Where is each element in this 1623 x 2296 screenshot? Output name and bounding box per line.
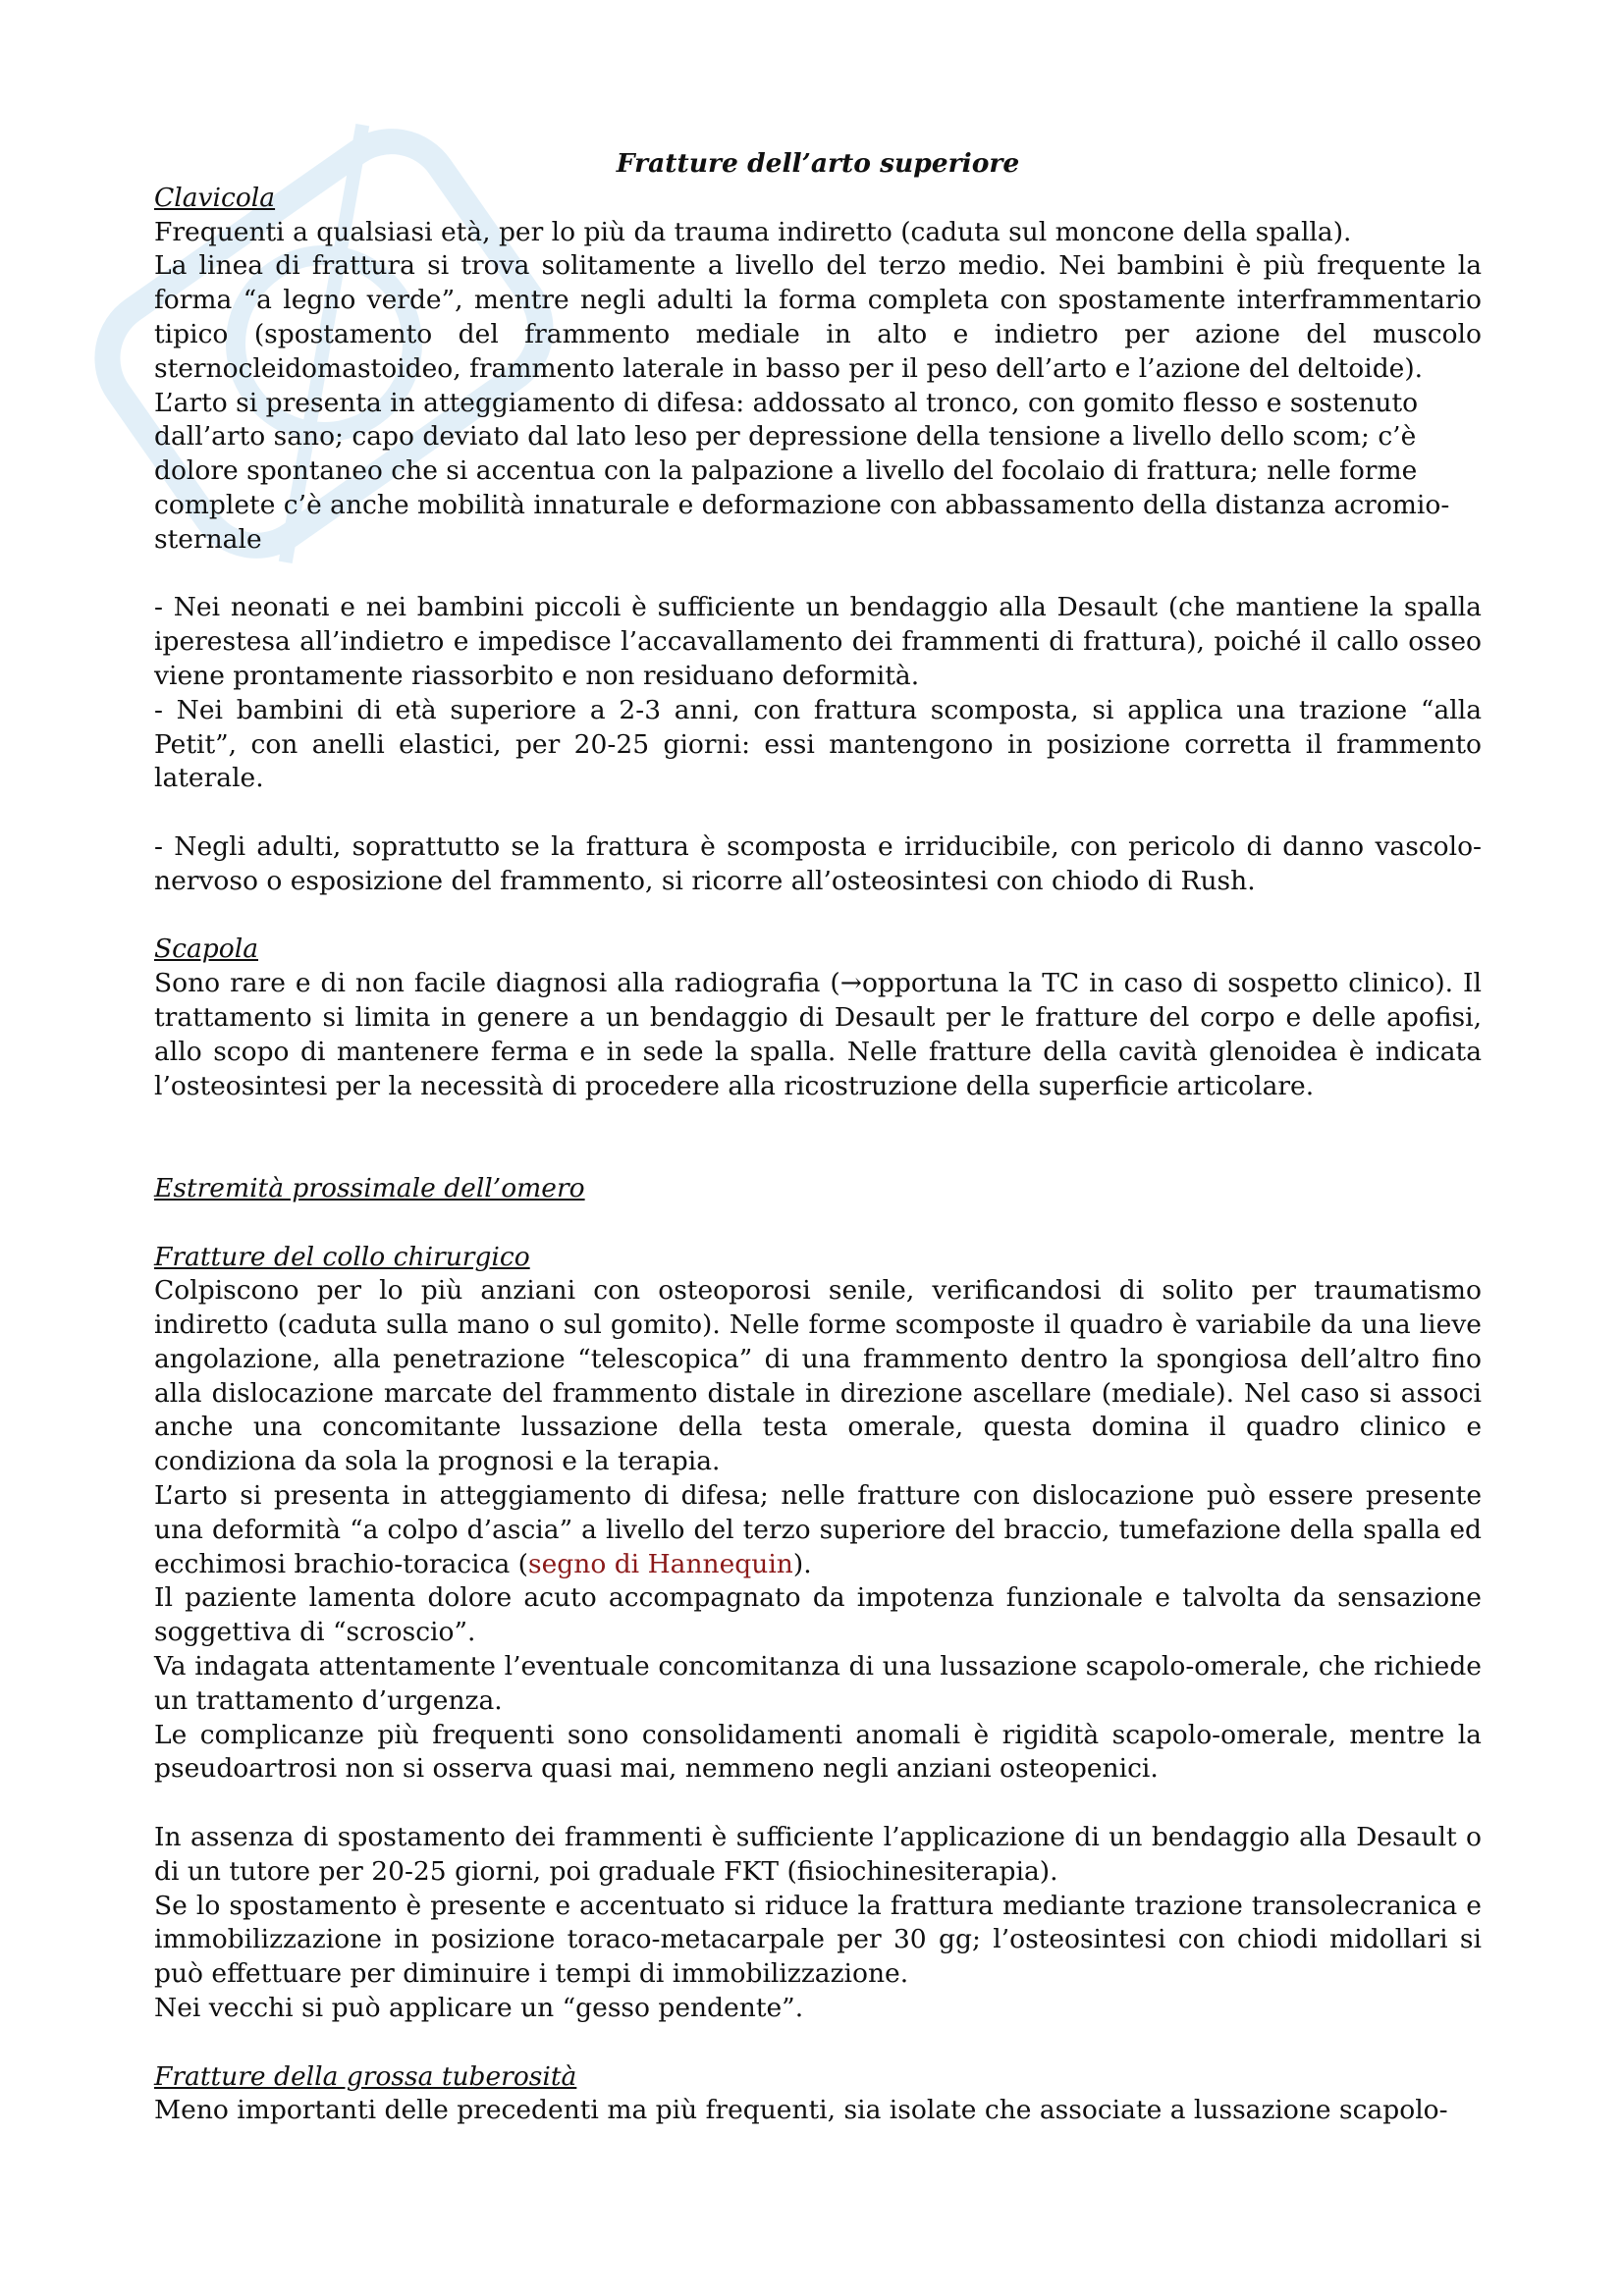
paragraph: Il paziente lamenta dolore acuto accompagnato da impotenza funzionale e talvolta da sensazione soggettiva di “scroscio”. <box>154 1582 1482 1648</box>
section-heading-omero: Estremità prossimale dell’omero <box>154 1172 585 1203</box>
subsection-heading-collo-chirurgico: Fratture del collo chirurgico <box>154 1241 530 1272</box>
subsection-heading-grossa-tuberosita: Fratture della grossa tuberosità <box>154 2060 577 2092</box>
paragraph <box>154 1479 1482 1581</box>
paragraph-text: L’arto si presenta in atteggiamento di difesa; nelle fratture con dislocazione può essere presente una deformità “a colpo d’ascia” a livello del terzo superiore del braccio, tumefazione della spalla ed ecchimosi brachio-toracica ( <box>154 1480 1482 1579</box>
paragraph: Meno importanti delle precedenti ma più frequenti, sia isolate che associate a lussazione scapolo- <box>154 2095 1448 2126</box>
paragraph: Se lo spostamento è presente e accentuato si riduce la frattura mediante trazione transolecranica e immobilizzazione in posizione toraco-metacarpale per 30 gg; l’osteosintesi con chiodi midollari si può effettuare per diminuire i tempi di immobilizzazione. <box>154 1890 1482 1990</box>
paragraph: Colpiscono per lo più anziani con osteoporosi senile, verificandosi di solito per traumatismo indiretto (caduta sulla mano o sul gomito). Nelle forme scomposte il quadro è variabile da una lieve angolazione, alla penetrazione “telescopica” di una frammento dentro la spongiosa dell’altro fino alla dislocazione marcate del frammento distale in direzione ascellare (mediale). Nel caso si associ anche una concomitante lussazione della testa omerale, questa domina il quadro clinico e condiziona da sola la prognosi e la terapia. <box>154 1275 1482 1477</box>
hannequin-sign-link[interactable]: segno di Hannequin <box>528 1548 793 1579</box>
paragraph: Va indagata attentamente l’eventuale concomitanza di una lussazione scapolo-omerale, che richiede un trattamento d’urgenza. <box>154 1651 1482 1716</box>
paragraph: La linea di frattura si trova solitamente a livello del terzo medio. Nei bambini è più frequente la forma “a legno verde”, mentre negli adulti la forma completa con spostamente interframmentario tipico (spostamento del frammento mediale in alto e indietro per azione del muscolo sternocleidomastoideo, frammento laterale in basso per il peso dell’arto e l’azione del deltoide). <box>154 250 1482 384</box>
section-heading-scapola: Scapola <box>154 934 258 965</box>
paragraph: - Negli adulti, soprattutto se la frattura è scomposta e irriducibile, con pericolo di danno vascolo-nervoso o esposizione del frammento, si ricorre all’osteosintesi con chiodo di Rush. <box>154 830 1482 896</box>
paragraph: - Nei bambini di età superiore a 2-3 anni, con frattura scomposta, si applica una trazione “alla Petit”, con anelli elastici, per 20-25 giorni: essi mantengono in posizione corretta il frammento laterale. <box>154 694 1482 794</box>
paragraph: L’arto si presenta in atteggiamento di difesa: addossato al tronco, con gomito flesso e sostenuto dall’arto sano; capo deviato dal lato leso per depressione della tensione a livello dello scom; c’è dolore spontaneo che si accentua con la palpazione a livello del focolaio di frattura; nelle forme complete c’è anche mobilità innaturale e deformazione con abbassamento della distanza acromio-sternale <box>154 387 1450 555</box>
paragraph: Nei vecchi si può applicare un “gesso pendente”. <box>154 1993 804 2024</box>
paragraph: Frequenti a qualsiasi età, per lo più da trauma indiretto (caduta sul moncone della spalla). <box>154 216 1352 247</box>
section-heading-clavicola: Clavicola <box>154 182 276 213</box>
paragraph: Sono rare e di non facile diagnosi alla radiografia (→opportuna la TC in caso di sospetto clinico). Il trattamento si limita in genere a un bendaggio di Desault per le fratture del corpo e delle apofisi, allo scopo di mantenere ferma e in sede la spalla. Nelle fratture della cavità glenoidea è indicata l’osteosintesi per la necessità di procedere alla ricostruzione della superficie articolare. <box>154 968 1482 1101</box>
paragraph-text: ). <box>792 1548 812 1579</box>
paragraph: Le complicanze più frequenti sono consolidamenti anomali è rigidità scapolo-omerale, mentre la pseudoartrosi non si osserva quasi mai, nemmeno negli anziani osteopenici. <box>154 1719 1482 1785</box>
document-body <box>154 147 1482 2128</box>
page-title: Fratture dell’arto superiore <box>616 148 1020 179</box>
paragraph: In assenza di spostamento dei frammenti è sufficiente l’applicazione di un bendaggio alla Desault o di un tutore per 20-25 giorni, poi graduale FKT (fisiochinesiterapia). <box>154 1822 1482 1887</box>
paragraph: - Nei neonati e nei bambini piccoli è sufficiente un bendaggio alla Desault (che mantiene la spalla iperestesa all’indietro e impedisce l’accavallamento dei frammenti di frattura), poiché il callo osseo viene prontamente riassorbito e non residuano deformità. <box>154 592 1482 691</box>
